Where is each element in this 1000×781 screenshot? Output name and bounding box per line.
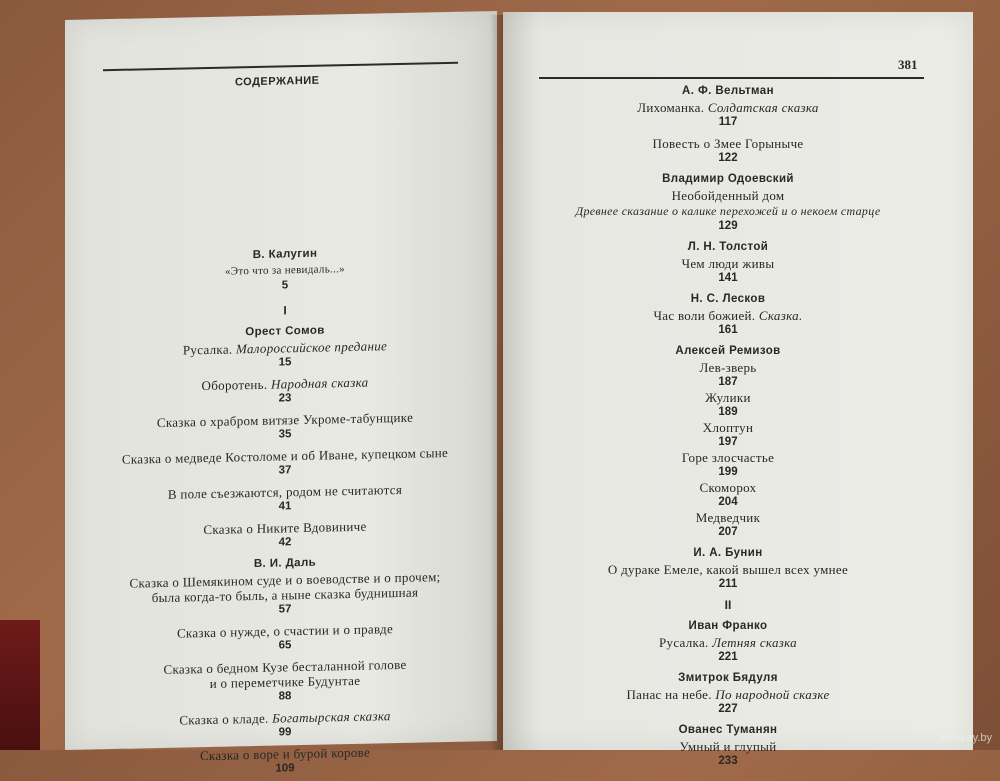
- story-title: «Это что за невидаль...»: [225, 263, 345, 278]
- author-name: Орест Сомов: [245, 324, 325, 339]
- section-numeral: II: [724, 598, 732, 612]
- page-number: 211: [718, 578, 738, 590]
- toc-entry: [533, 240, 923, 286]
- page-number: 37: [278, 464, 292, 477]
- page-number: 187: [718, 376, 738, 388]
- toc-entry: [95, 243, 475, 297]
- left-page: [65, 11, 497, 775]
- author-name: Иван Франко: [688, 620, 768, 632]
- story-title: Умный и глупый: [679, 739, 777, 754]
- toc-entry: [533, 84, 923, 130]
- story-title: О дураке Емеле, какой вышел всех умнее: [607, 562, 849, 577]
- author-name: В. И. Даль: [253, 556, 317, 571]
- right-toc-column: [533, 84, 923, 769]
- toc-entry: [533, 390, 923, 420]
- story-subtitle: Народная сказка: [271, 374, 369, 392]
- story-title: Сказка о храбром витязе Укроме-табунщике: [156, 409, 414, 431]
- page-number: 141: [718, 272, 738, 284]
- page-number: 42: [278, 536, 292, 549]
- story-subtitle: Малороссийское предание: [236, 338, 388, 357]
- story-title: Сказка о Никите Вдовиниче: [203, 518, 367, 538]
- story-title: В поле съезжаются, родом не считаются: [167, 481, 403, 502]
- story-title: Панас на небе.: [626, 687, 712, 702]
- toc-entry: [95, 320, 475, 374]
- page-number: 207: [718, 526, 738, 538]
- story-title: Сказка о медведе Костоломе и об Иване, купецком сыне: [121, 444, 449, 467]
- story-title: Лев-зверь: [699, 360, 757, 375]
- toc-entry: [533, 344, 923, 390]
- page-number: 99: [278, 726, 292, 739]
- story-subtitle: Солдатская сказка: [707, 100, 819, 115]
- story-title: Сказка о бедном Кузе бесталанной голове: [163, 656, 407, 677]
- page-number: 189: [718, 406, 738, 418]
- page-number: 233: [718, 755, 738, 767]
- story-title: Горе злосчастье: [681, 450, 775, 465]
- toc-entry: [533, 546, 923, 592]
- story-title: Сказка о воре и бурой корове: [199, 744, 371, 764]
- story-title: Русалка.: [659, 635, 709, 650]
- story-title: Необойденный дом: [671, 188, 785, 203]
- author-name: А. Ф. Вельтман: [682, 85, 774, 97]
- page-number: 35: [278, 428, 292, 441]
- toc-entry: [533, 619, 923, 665]
- page-number: 122: [718, 152, 738, 164]
- left-toc-column: [95, 243, 475, 780]
- story-title: Русалка.: [182, 341, 233, 358]
- page-heading: СОДЕРЖАНИЕ: [235, 74, 320, 89]
- story-title: Медведчик: [695, 510, 761, 525]
- story-subtitle: Сказка.: [758, 308, 803, 323]
- story-title: Сказка о кладе.: [179, 710, 269, 728]
- story-title: Чем люди живы: [681, 256, 775, 271]
- toc-entry: [95, 552, 475, 621]
- story-title: Сказка о Шемякином суде и о воеводстве и о прочем;: [129, 569, 441, 591]
- story-title: Оборотень.: [201, 376, 268, 394]
- story-title: Жулики: [705, 390, 751, 405]
- toc-entry: [533, 136, 923, 166]
- page-number: 199: [718, 466, 738, 478]
- author-name: Владимир Одоевский: [662, 173, 794, 185]
- story-title: Скоморох: [699, 480, 757, 495]
- story-title-line2: и о переметчике Будунтае: [209, 672, 361, 691]
- page-number: 197: [718, 436, 738, 448]
- page-number: 65: [278, 639, 292, 652]
- right-page: [503, 12, 973, 767]
- story-title: Сказка о нужде, о счастии и о правде: [176, 621, 394, 641]
- toc-entry: [533, 172, 923, 234]
- story-subtitle: По народной сказке: [715, 687, 830, 702]
- story-subtitle: Богатырская сказка: [272, 708, 391, 726]
- author-name: Змитрок Бядуля: [678, 672, 778, 684]
- page-number: 23: [278, 392, 292, 405]
- page-number: 221: [718, 651, 738, 663]
- page-number-header: 381: [898, 57, 918, 72]
- page-number: 204: [718, 496, 738, 508]
- story-subtitle: Древнее сказание о калике перехожей и о некоем старце: [575, 204, 881, 218]
- page-number: 57: [278, 603, 292, 616]
- page-number: 15: [278, 356, 292, 369]
- toc-entry: [533, 723, 923, 769]
- toc-entry: [533, 450, 923, 480]
- page-number: 88: [278, 690, 292, 703]
- toc-entry: [533, 480, 923, 510]
- author-name: И. А. Бунин: [693, 547, 763, 559]
- watermark: www.ay.by: [940, 732, 992, 744]
- story-subtitle: Летняя сказка: [712, 635, 797, 650]
- story-title: Повесть о Змее Горыныче: [652, 136, 804, 151]
- story-title: Хлоптун: [702, 420, 754, 435]
- table-background: [0, 620, 40, 750]
- page-number: 227: [718, 703, 738, 715]
- author-name: Н. С. Лесков: [690, 293, 766, 305]
- page-number: 5: [281, 279, 289, 292]
- story-title: Час воли божией.: [653, 308, 756, 323]
- page-number: 117: [718, 116, 738, 128]
- author-name: Алексей Ремизов: [675, 345, 781, 357]
- toc-entry: [533, 292, 923, 338]
- story-title: Лихоманка.: [637, 100, 705, 115]
- toc-entry: [95, 655, 475, 708]
- story-title-line2: была когда-то быль, а ныне сказка буднишная: [151, 584, 419, 606]
- author-name: Ованес Туманян: [678, 724, 778, 736]
- header-rule: [539, 77, 924, 79]
- page-number: 161: [718, 324, 738, 336]
- author-name: В. Калугин: [252, 247, 318, 262]
- section-numeral: I: [283, 303, 287, 318]
- toc-entry: [533, 671, 923, 717]
- page-number: 129: [718, 220, 738, 232]
- author-name: Л. Н. Толстой: [687, 241, 769, 253]
- page-number: 109: [275, 762, 295, 775]
- toc-entry: [533, 420, 923, 450]
- toc-entry: [533, 510, 923, 540]
- header-rule: [103, 62, 458, 71]
- page-number: 41: [278, 500, 292, 513]
